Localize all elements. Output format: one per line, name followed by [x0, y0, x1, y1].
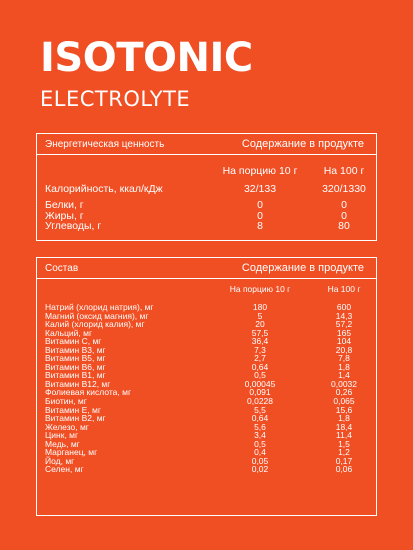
ingredient-name: Магний (оксид магния), мг — [45, 310, 149, 321]
calories-label: Калорийность, ккал/кДж — [45, 183, 163, 195]
ingredient-name: Селен, мг — [45, 464, 84, 475]
ingredient-portion-value: 0,00045 — [244, 378, 276, 389]
ingredient-name: Марганец, мг — [45, 447, 98, 458]
ingredient-portion-value: 0,091 — [249, 387, 271, 398]
composition-col-100g: На 100 г — [327, 284, 361, 294]
nutrient-row — [37, 200, 376, 211]
ingredient-name: Витамин С, мг — [45, 336, 102, 347]
ingredient-name: Биотин, мг — [45, 396, 87, 407]
ingredient-name: Витамин В12, мг — [45, 378, 111, 389]
energy-value-table — [36, 133, 377, 241]
composition-table — [36, 257, 377, 516]
energy-header-label: Энергетическая ценность — [45, 138, 165, 150]
composition-header-label: Состав — [45, 262, 79, 274]
ingredient-portion-value: 0,64 — [251, 361, 269, 372]
ingredient-portion-value: 5,5 — [254, 404, 266, 415]
ingredient-portion-value: 36,4 — [251, 336, 269, 347]
energy-header-content-label: Содержание в продукте — [241, 138, 364, 150]
ingredient-name: Железо, мг — [45, 421, 89, 432]
composition-table-header — [37, 258, 376, 279]
ingredient-100g-value: 18,4 — [335, 421, 353, 432]
ingredient-name: Фолиевая кислота, мг — [45, 387, 132, 398]
energy-nutrients-list — [37, 200, 376, 232]
ingredient-portion-value: 5,6 — [254, 421, 266, 432]
ingredient-portion-value: 0,5 — [254, 438, 266, 449]
ingredient-row — [37, 423, 376, 432]
ingredient-100g-value: 600 — [336, 302, 352, 312]
ingredient-portion-value: 0,05 — [251, 455, 269, 466]
nutrient-name: Жиры, г — [45, 209, 84, 222]
ingredient-name: Витамин В1, мг — [45, 370, 106, 381]
ingredient-100g-value: 14,3 — [335, 310, 353, 321]
ingredient-100g-value: 104 — [336, 336, 352, 347]
ingredient-100g-value: 1,8 — [338, 413, 350, 424]
ingredient-portion-value: 0,64 — [251, 413, 269, 424]
energy-col-portion: На порцию 10 г — [222, 165, 298, 177]
ingredient-row — [37, 448, 376, 457]
nutrient-name: Белки, г — [45, 199, 84, 211]
ingredient-name: Медь, мг — [45, 438, 80, 449]
ingredient-name: Калий (хлорид калия), мг — [45, 319, 145, 330]
energy-col-100g: На 100 г — [323, 165, 365, 177]
composition-list — [37, 303, 376, 474]
ingredient-portion-value: 2,7 — [254, 353, 266, 364]
ingredient-portion-value: 5 — [257, 310, 263, 321]
nutrient-portion-value: 0 — [257, 199, 263, 211]
product-subtitle: ELECTROLYTE — [40, 87, 191, 111]
ingredient-name: Витамин В5, мг — [45, 353, 106, 364]
nutrient-100g-value: 0 — [341, 209, 347, 222]
nutrient-portion-value: 0 — [257, 209, 263, 222]
ingredient-100g-value: 0,17 — [335, 455, 353, 466]
ingredient-name: Витамин В2, мг — [45, 413, 106, 424]
ingredient-name: Кальций, мг — [45, 327, 93, 338]
ingredient-name: Витамин В6, мг — [45, 361, 106, 372]
ingredient-name: Цинк, мг — [45, 430, 79, 441]
ingredient-portion-value: 57,5 — [251, 327, 269, 338]
ingredient-100g-value: 0,0032 — [331, 378, 357, 389]
ingredient-portion-value: 20 — [255, 319, 265, 330]
ingredient-name: Витамин В3, мг — [45, 344, 106, 355]
nutrient-100g-value: 0 — [341, 199, 347, 211]
ingredient-name: Натрий (хлорид натрия), мг — [45, 302, 154, 312]
ingredient-100g-value: 15,6 — [335, 404, 353, 415]
ingredient-portion-value: 0,4 — [254, 447, 266, 458]
composition-columns-row — [37, 284, 376, 298]
ingredient-100g-value: 0,26 — [335, 387, 353, 398]
ingredient-100g-value: 11,4 — [336, 430, 352, 441]
ingredient-row — [37, 431, 376, 440]
product-title: ISOTONIC — [40, 35, 253, 81]
ingredient-100g-value: 1,2 — [338, 447, 350, 458]
nutrient-portion-value: 8 — [257, 220, 263, 232]
ingredient-portion-value: 0,5 — [254, 370, 266, 381]
energy-table-header — [37, 134, 376, 155]
ingredient-row — [37, 457, 376, 466]
calories-portion: 32/133 — [243, 183, 277, 195]
nutrient-name: Углеводы, г — [45, 220, 102, 232]
ingredient-100g-value: 1,4 — [338, 370, 350, 381]
ingredient-portion-value: 7,3 — [254, 344, 266, 355]
composition-col-portion: На порцию 10 г — [229, 284, 291, 294]
ingredient-100g-value: 0,065 — [333, 396, 355, 407]
ingredient-name: Йод, мг — [45, 455, 75, 466]
ingredient-100g-value: 1,8 — [338, 361, 350, 372]
ingredient-100g-value: 57,2 — [335, 319, 353, 330]
ingredient-portion-value: 0,02 — [251, 464, 269, 475]
ingredient-100g-value: 20,8 — [335, 344, 353, 355]
composition-header-content-label: Содержание в продукте — [241, 262, 364, 274]
brand-block — [40, 36, 253, 112]
nutrient-100g-value: 80 — [338, 220, 350, 232]
ingredient-100g-value: 1,5 — [338, 438, 350, 449]
ingredient-100g-value: 0,06 — [335, 464, 353, 475]
ingredient-portion-value: 0,0228 — [247, 396, 273, 407]
ingredient-portion-value: 180 — [252, 302, 268, 312]
ingredient-name: Витамин Е, мг — [45, 404, 101, 415]
ingredient-row — [37, 465, 376, 474]
ingredient-row — [37, 388, 376, 397]
ingredient-portion-value: 3,4 — [254, 430, 266, 441]
ingredient-100g-value: 165 — [336, 327, 352, 338]
calories-100g: 320/1330 — [322, 183, 366, 195]
nutrient-row — [37, 221, 376, 232]
ingredient-100g-value: 7,8 — [338, 353, 350, 364]
